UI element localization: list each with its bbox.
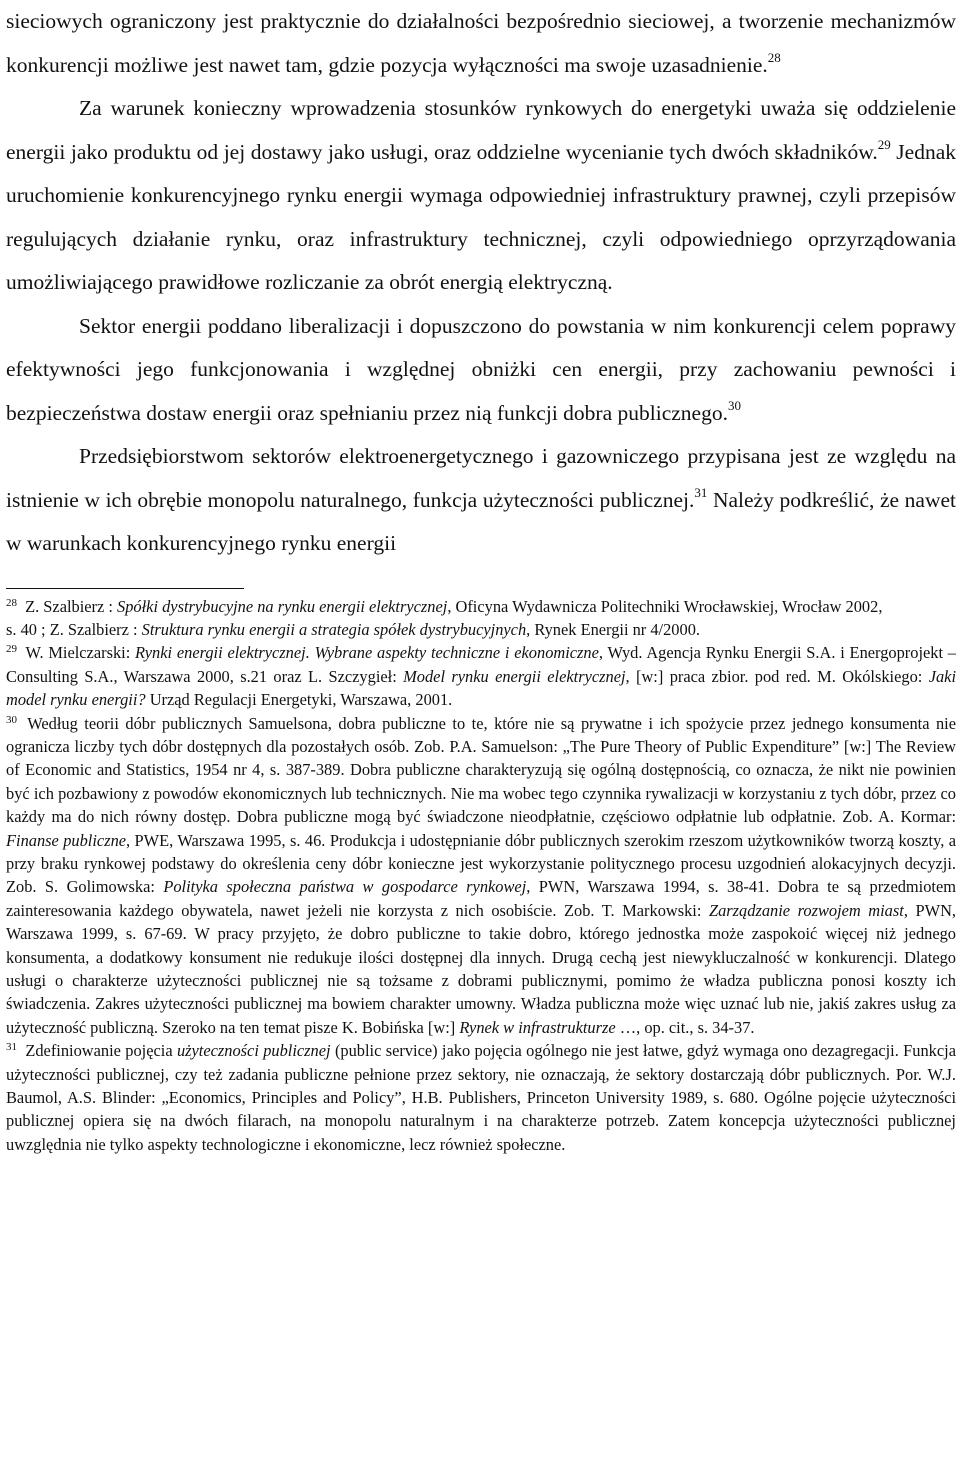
main-text [6, 0, 956, 566]
footnote-number: 30 [6, 713, 17, 726]
paragraph-4: Przedsiębiorstwom sektorów elektroenergetycznego i gazowniczego przypisana jest ze względu na istnienie w ich obrębie monopolu naturalnego, funkcja użyteczności publicznej.$^{31}$ Należy podkreślić, że nawet w warunkach konkurencyjnego rynku energii [6, 444, 956, 555]
footnote-ref-31[interactable]: 31 [694, 484, 708, 500]
document-page [6, 0, 956, 1156]
footnotes [6, 595, 956, 1157]
footnote-ref-29[interactable]: 29 [877, 136, 891, 152]
footnote-28: $^{28}$ Z. Szalbierz : Spółki dystrybucyjne na rynku energii elektrycznej, Oficyna Wydawnicza Politechniki Wrocławskiej, Wrocław 2002, s. 40 ; Z. Szalbierz : Struktura rynku energii a strategia spółek dystrybucyjnych, Rynek Energii nr 4/2000. [6, 596, 883, 639]
footnote-ref-30[interactable]: 30 [727, 397, 741, 413]
paragraph-1: sieciowych ograniczony jest praktycznie do działalności bezpośrednio sieciowej, a tworzenie mechanizmów konkurencji możliwe jest nawet tam, gdzie pozycja wyłączności ma swoje uzasadnienie.$^{28}$ [6, 9, 956, 77]
footnote-separator [6, 588, 244, 589]
footnote-ref-28[interactable]: 28 [767, 49, 781, 65]
paragraph-2: Za warunek konieczny wprowadzenia stosunków rynkowych do energetyki uważa się oddzielenie energii jako produktu od jej dostawy jako usługi, oraz oddzielne wycenianie tych dwóch składników.$^{29}$ Jednak uruchomienie konkurencyjnego rynku energii wymaga odpowiedniej infrastruktury prawnej, czyli przepisów regulujących działanie rynku, oraz infrastruktury technicznej, czyli odpowiedniego oprzyrządowania umożliwiającego prawidłowe rozliczanie za obrót energią elektryczną. [6, 96, 957, 294]
footnote-30: $^{30}$ Według teorii dóbr publicznych Samuelsona, dobra publiczne to te, które nie są prywatne i ich spożycie przez jednego konsumenta nie ogranicza liczby tych dóbr dostępnych dla pozostałych osób. Zob. P.A. Samuelson: „The Pure Theory of Public Expenditure” [w:] The Review of Economic and Statistics, 1954 nr 4, s. 387-389. Dobra publiczne charakteryzują się ogólną dostępnością, co oznacza, że nikt nie powinien być ich pozbawiony z powodów ekonomicznych lub technicznych. Nie ma wobec tego czynnika rywalizacji w korzystaniu z tych dóbr, przez co każdy ma do nich równy dostęp. Dobra publiczne mogą być świadczone nieodpłatnie, częściowo odpłatnie lub odpłatnie. Zob. A. Kormar: Finanse publiczne, PWE, Warszawa 1995, s. 46. Produkcja i udostępnianie dóbr publicznych szerokim rzeszom użytkowników tworzą koszty, a przy braku rynkowej podstawy do określenia ceny dóbr konieczne jest wykorzystanie politycznego procesu uzgodnień alokacyjnych decyzji. Zob. S. Golimowska: Polityka społeczna państwa w gospodarce rynkowej, PWN, Warszawa 1994, s. 38-41. Dobra te są przedmiotem zainteresowania każdego obywatela, nawet jeżeli nie korzysta z nich osobiście. Zob. T. Markowski: Zarządzanie rozwojem miast, PWN, Warszawa 1999, s. 67-69. W pracy przyjęto, że dobro publiczne to takie dobro, którego jednostka może zaspokoić więcej niż jednego konsumenta, a dodatkowy konsument nie redukuje ilości dostępnej dla innych. Drugą cechą jest niewykluczalność w konkurencji. Dlatego usługi o charakterze użyteczności publicznej nie są tożsame z dobrami publicznymi, pomimo że władza publiczna ponosi koszty ich świadczenia. Zakres użyteczności publicznej ma bowiem charakter umowny. Władza publiczna może więc uznać lub nie, jakiś zakres usług za użyteczność publiczną. Szeroko na ten temat pisze K. Bobińska [w:] Rynek w infrastrukturze …, op. cit., s. 34-37. [6, 713, 957, 1037]
footnote-number: 31 [6, 1041, 17, 1054]
paragraph-3: Sektor energii poddano liberalizacji i dopuszczono do powstania w nim konkurencji celem poprawy efektywności jego funkcjonowania i względnej obniżki cen energii, przy zachowaniu pewności i bezpieczeństwa dostaw energii oraz spełnianiu przez nią funkcji dobra publicznego.$^{30}$ [6, 313, 956, 425]
footnote-29: $^{29}$ W. Mielczarski: Rynki energii elektrycznej. Wybrane aspekty techniczne i ekonomiczne, Wyd. Agencja Rynku Energii S.A. i Energoprojekt – Consulting S.A., Warszawa 2000, s.21 oraz L. Szczygieł: Model rynku energii elektrycznej, [w:] praca zbior. pod red. M. Okólskiego: Jaki model rynku energii? Urząd Regulacji Energetyki, Warszawa, 2001. [6, 643, 957, 710]
footnote-31: $^{31}$ Zdefiniowanie pojęcia użyteczności publicznej (public service) jako pojęcia ogólnego nie jest łatwe, gdyż wymaga ono dezagregacji. Funkcja użyteczności publicznej, czy też zadania publiczne pełnione przez sektory, nie oznaczają, że sektory dostarczają dóbr publicznych. Por. W.J. Baumol, A.S. Blinder: „Economics, Principles and Policy”, H.B. Publishers, Princeton University 1989, s. 680. Ogólne pojęcie użyteczności publicznej opiera się na dwóch filarach, na monopolu naturalnym i na charakterze potrzeb. Zatem koncepcja użyteczności publicznej uwzględnia nie tylko aspekty technologiczne i ekonomiczne, lecz również społeczne. [6, 1041, 956, 1154]
footnote-number: 29 [6, 643, 17, 656]
footnote-number: 28 [6, 596, 17, 609]
